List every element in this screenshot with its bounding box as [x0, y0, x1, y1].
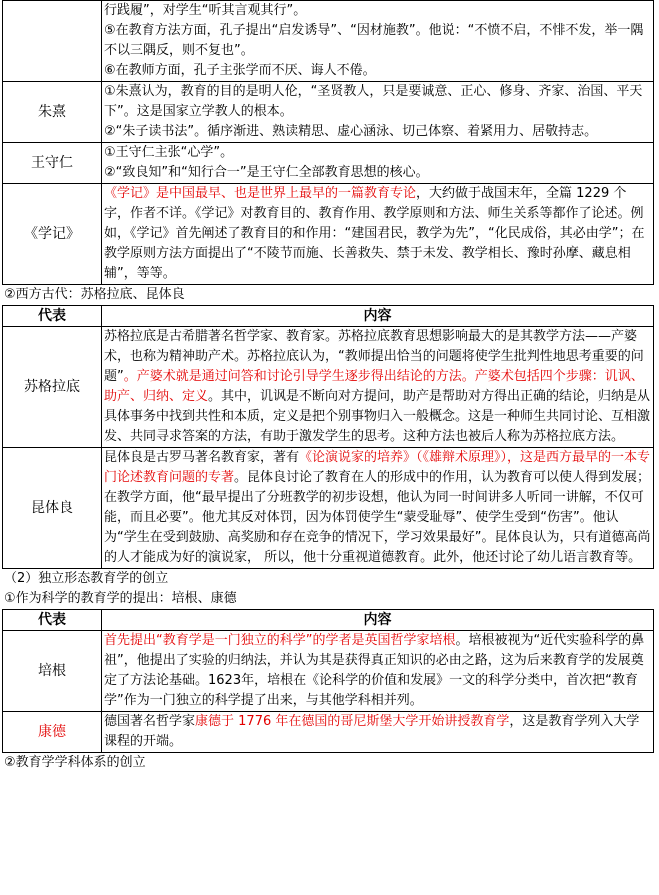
table-row: [3, 448, 654, 569]
table-row: [3, 631, 654, 712]
table-row: [3, 82, 654, 143]
zhuxi-name: 朱熹: [3, 82, 102, 143]
table-row: [3, 712, 654, 753]
section-west-heading: ②西方古代：苏格拉底、昆体良: [4, 287, 185, 302]
bacon-content: 首先提出“教育学是一门独立的科学”的学者是英国哲学家培根。培根被视为“近代实验科学的鼻祖”，他提出了实验的归纳法，并认为其是获得真正知识的必由之路，这为后来教育学的发展奠定了方法论基础。1623年，培根在《论科学的价值和发展》一文的科学分类中，首次把“教育学”作为一门独立的科学提了出来，与其他学科相并列。: [102, 631, 654, 712]
kant-highlight: 康德于 1776 年在德国的哥尼斯堡大学开始讲授教育学: [195, 714, 510, 729]
table-row: [3, 327, 654, 448]
header-content: 内容: [102, 306, 654, 327]
kant-content: 德国著名哲学家康德于 1776 年在德国的哥尼斯堡大学开始讲授教育学，这是教育学列入大学课程的开端。: [102, 712, 654, 753]
section-science-heading: ①作为科学的教育学的提出：培根、康德: [4, 591, 237, 606]
bacon-highlight: 首先提出“教育学是一门独立的科学”的学者是英国哲学家培根: [104, 633, 456, 648]
classical-educators-table: [2, 0, 654, 285]
header-content: 内容: [102, 610, 654, 631]
socrates-highlight: 。产婆术就是通过问答和讨论引导学生逐步得出结论的方法。产婆术包括四个步骤：讥讽、助产、归纳、定义: [104, 369, 644, 404]
xueji-highlight: 《学记》是中国最早、也是世界上最早的一篇教育专论: [104, 186, 417, 201]
zhuxi-content: ①朱熹认为，教育的目的是明人伦，“圣贤教人，只是要诚意、正心、修身、齐家、治国、平天下”。这是国家立学教人的根本。 ②“朱子读书法”。循序渐进、熟读精思、虚心涵泳、切己体察、着紧用力、居敬持志。: [102, 82, 654, 143]
table-header-row: [3, 610, 654, 631]
wangshouren-content: ①王守仁主张“心学”。 ②“致良知”和“知行合一”是王守仁全部教育思想的核心。: [102, 143, 654, 184]
socrates-name: 苏格拉底: [3, 327, 102, 448]
table-row: [3, 184, 654, 285]
header-representative: 代表: [3, 306, 102, 327]
xueji-name: 《学记》: [3, 184, 102, 285]
wangshouren-name: 王守仁: [3, 143, 102, 184]
quintilian-highlight: 《论演说家的培养》（《雄辩术原理》），这是西方最早的一本专门论述教育问题的专著: [104, 450, 651, 485]
western-ancient-table: [2, 305, 654, 569]
table-header-row: [3, 306, 654, 327]
socrates-content: 苏格拉底是古希腊著名哲学家、教育家。苏格拉底教育思想影响最大的是其教学方法——产婆术，也称为精神助产术。苏格拉底认为，“教师提出恰当的问题将使学生批判性地思考重要的问题”。产婆术就是通过问答和讨论引导学生逐步得出结论的方法。产婆术包括四个步骤：讥讽、助产、归纳、定义。其中，讥讽是不断向对方提问，助产是帮助对方得出正确的结论，归纳是从具体事务中找到共性和本质，定义是把个别事物归入一般概念。这是一种师生共同讨论、互相激发、共同寻求答案的方法，有助于激发学生的思考。这种方法也被后人称为苏格拉底方法。: [102, 327, 654, 448]
table-row: [3, 1, 654, 82]
xueji-content: 《学记》是中国最早、也是世界上最早的一篇教育专论，大约做于战国末年，全篇 1229 个字，作者不详。《学记》对教育目的、教育作用、教学原则和方法、师生关系等都作了论述。例如，《学记》首先阐述了教育目的和作用：“建国君民，教学为先”，“化民成俗，其必由学”；在教学原则方法方面提出了“不陵节而施、长善救失、禁于未发、教学相长、豫时孙摩、藏息相辅”，等等。: [102, 184, 654, 285]
table-row: [3, 143, 654, 184]
bacon-name: 培根: [3, 631, 102, 712]
section-independent-heading: （2）独立形态教育学的创立: [4, 571, 169, 586]
science-of-education-table: [2, 609, 654, 753]
confucius-name-cell: [3, 1, 102, 82]
quintilian-content: 昆体良是古罗马著名教育家，著有《论演说家的培养》（《雄辩术原理》），这是西方最早的一本专门论述教育问题的专著。昆体良讨论了教育在人的形成中的作用，认为教育可以使人得到发展；在教学方面，他“最早提出了分班教学的初步设想，他认为同一时间讲多人听同一讲解，不仅可能，而且必要”。他尤其反对体罚，因为体罚使学生“蒙受耻辱”、使学生受到“伤害”。他认为“学生在受到鼓励、高奖励和存在竞争的情况下，学习效果最好”。昆体良认为，只有道德高尚的人才能成为好的演说家， 所以，他十分重视道德教育。此外，他还讨论了幼儿语言教育等。: [102, 448, 654, 569]
header-representative: 代表: [3, 610, 102, 631]
kant-name: 康德: [3, 712, 102, 753]
section-system-heading: ②教育学学科体系的创立: [4, 755, 146, 770]
quintilian-name: 昆体良: [3, 448, 102, 569]
confucius-content-cell: 行践履”，对学生“听其言观其行”。 ⑤在教育方法方面，孔子提出“启发诱导”、“因材施教”。他说：“不愤不启，不悱不发，举一隅不以三隅反，则不复也”。 ⑥在教师方面，孔子主张学而不厌、诲人不倦。: [102, 1, 654, 82]
